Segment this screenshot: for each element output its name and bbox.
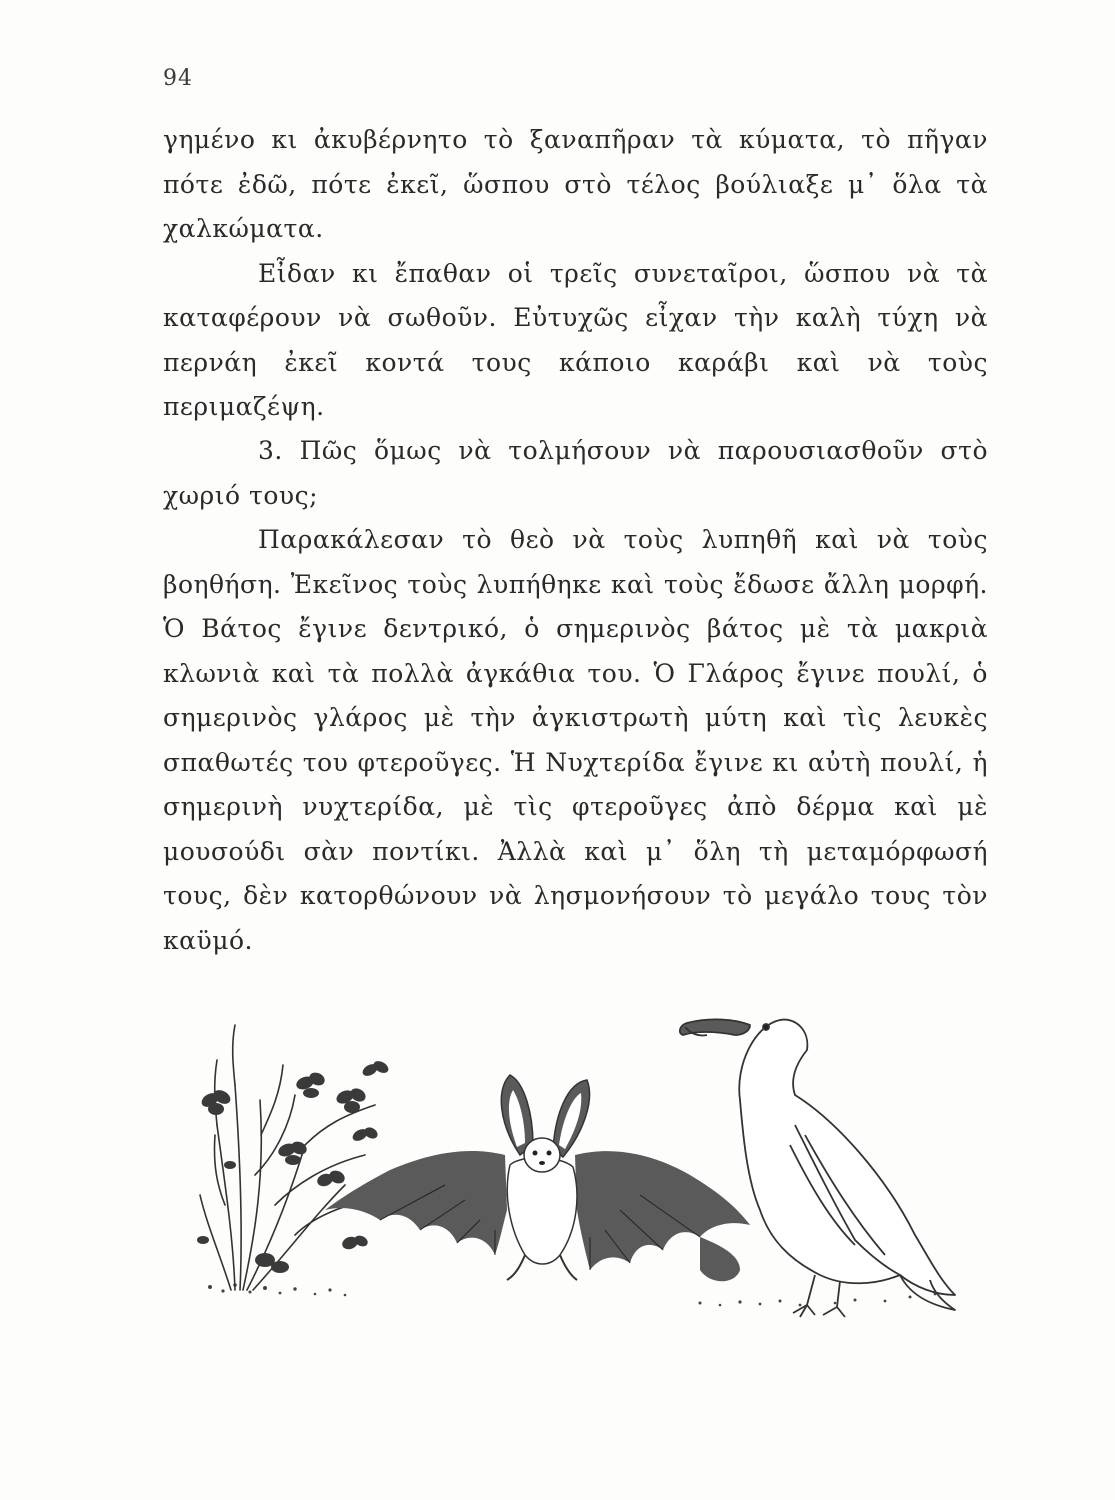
page-number: 94 [163, 66, 193, 91]
paragraph-rescue: Εἶδαν κι ἔπαθαν οἱ τρεῖς συνεταῖροι, ὥσπου νὰ τὰ καταφέρουν νὰ σωθοῦν. Εὐτυχῶς εἶχαν τὴν καλὴ τύχη νὰ περνάη ἐκεῖ κοντά τους κάποιο καράβι καὶ νὰ τοὺς περιμαζέψη. [163, 258, 988, 421]
bat-icon [325, 1075, 750, 1281]
previous-section-text [163, 118, 988, 430]
paragraph-continued: γημένο κι ἀκυβέρνητο τὸ ξαναπῆραν τὰ κύματα, τὸ πῆγαν πότε ἐδῶ, πότε ἐκεῖ, ὥσπου στὸ τέλος βούλιαξε μ᾽ ὅλα τὰ χαλκώματα. [163, 125, 988, 243]
section-3-heading: 3. Πῶς ὅμως νὰ τολμήσουν νὰ παρουσιασθοῦν στὸ χωριό τους; [163, 436, 988, 510]
bramble-leaves-icon [197, 1059, 390, 1273]
section-3-text [163, 429, 988, 963]
illustration-bramble-bat-gull [195, 1005, 975, 1325]
paragraph-transformation: Παρακάλεσαν τὸ θεὸ νὰ τοὺς λυπηθῆ καὶ νὰ τοὺς βοηθήση. Ἐκεῖνος τοὺς λυπήθηκε καὶ τοὺς ἔδωσε ἄλλη μορφή. Ὁ Βάτος ἔγινε δεντρικό, ὁ σημερινὸς βάτος μὲ τὰ μακριὰ κλωνιὰ καὶ τὰ πολλὰ ἀγκάθια του. Ὁ Γλάρος ἔγινε πουλί, ὁ σημερινὸς γλάρος μὲ τὴν ἀγκιστρωτὴ μύτη καὶ τὶς λευκὲς σπαθωτές του φτεροῦγες. Ἡ Νυχτερίδα ἔγινε κι αὐτὴ πουλί, ἡ σημερινὴ νυχτερίδα, μὲ τὶς φτεροῦγες ἀπὸ δέρμα καὶ μὲ μουσούδι σὰν ποντίκι. Ἀλλὰ καὶ μ᾽ ὅλη τὴ μεταμόρφωσή τους, δὲν κατορθώνουν νὰ λησμονήσουν τὸ μεγάλο τους τὸν καϋμό. [163, 525, 988, 955]
ground-dots-icon [208, 1283, 936, 1306]
